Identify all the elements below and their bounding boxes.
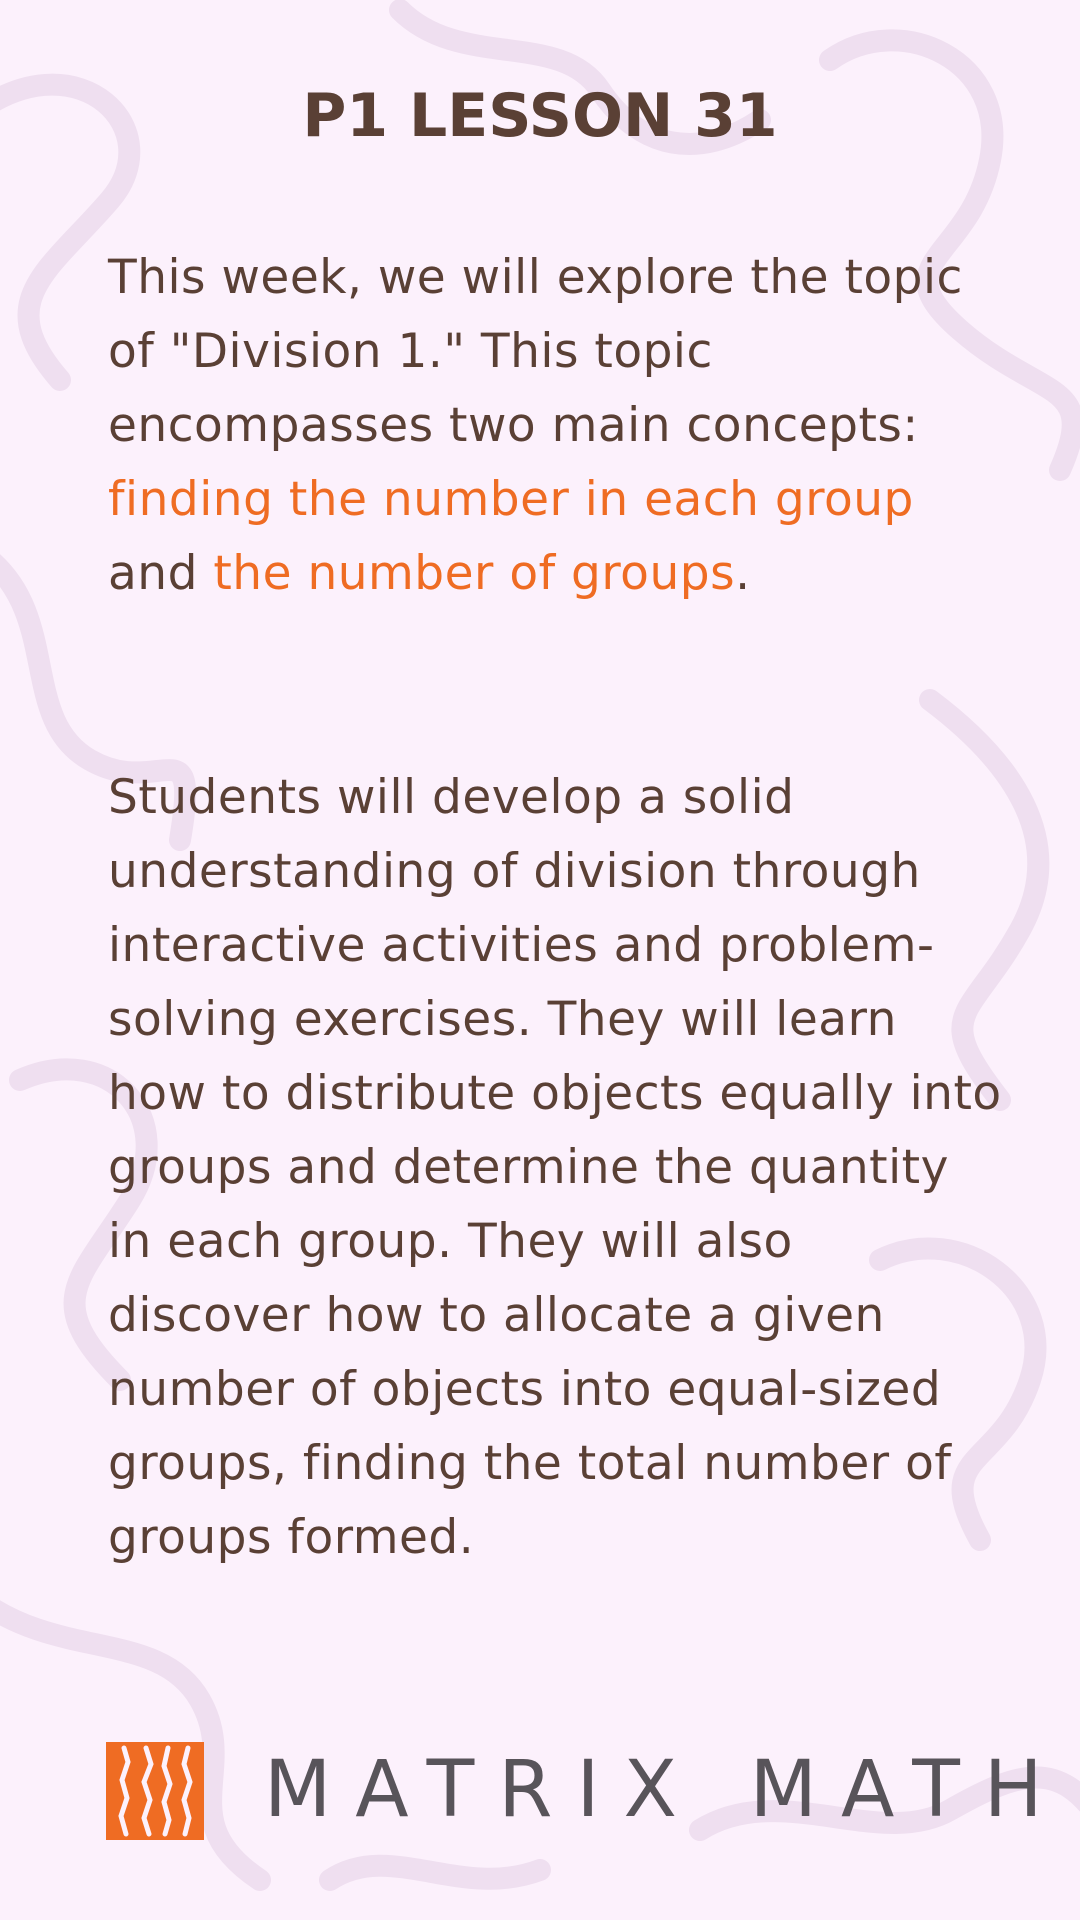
details-paragraph: Students will develop a solid understanding of division through interactive activities and problem-solving exercises. They will learn how to distribute objects equally into groups and determine the quantity in each group. They will also discover how to allocate a given number of objects into equal-sized groups, finding the total number of groups formed. (108, 770, 1002, 1565)
intro-paragraph (108, 241, 1008, 611)
intro-text-2: and (108, 546, 214, 601)
intro-text-3: . (735, 546, 751, 601)
highlight-number-in-each-group: finding the number in each group (108, 472, 914, 527)
brand-name: MATRIX MATH (264, 1745, 1067, 1835)
brand-footer (106, 1740, 1067, 1842)
matrix-math-logo-icon (106, 1742, 204, 1840)
highlight-number-of-groups: the number of groups (213, 546, 736, 601)
page-title: P1 LESSON 31 (302, 81, 778, 151)
intro-text-1: This week, we will explore the topic of "Division 1." This topic encompasses two main concepts: (108, 250, 963, 453)
